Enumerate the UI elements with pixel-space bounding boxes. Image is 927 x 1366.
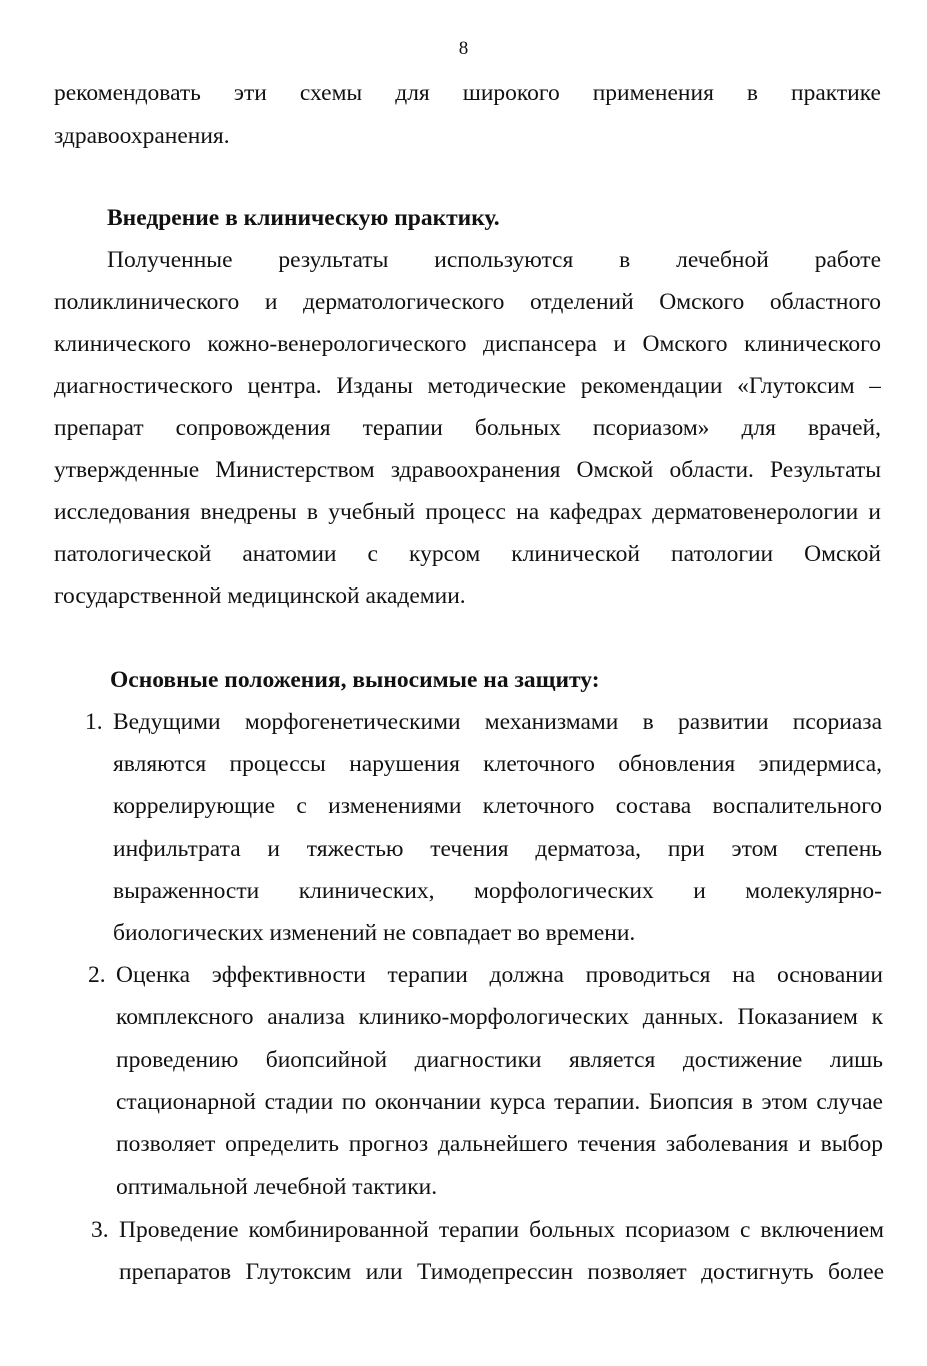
- list-item-line: Ведущими морфогенетическими механизмами в развитии псориаза: [113, 709, 882, 735]
- list-item-line: стационарной стадии по окончании курса терапии. Биопсия в этом случае: [116, 1089, 883, 1115]
- text-line: патологической анатомии с курсом клинической патологии Омской: [54, 541, 881, 567]
- text-line: исследования внедрены в учебный процесс на кафедрах дерматовенерологии и: [54, 499, 881, 525]
- text-line: рекомендовать эти схемы для широкого применения в практике: [54, 80, 881, 106]
- list-item-line: коррелирующие с изменениями клеточного состава воспалительного: [113, 793, 882, 819]
- list-item-line: комплексного анализа клинико-морфологических данных. Показанием к: [116, 1004, 883, 1030]
- page-number: 8: [458, 38, 469, 59]
- text-line: клинического кожно-венерологического диспансера и Омского клинического: [54, 331, 881, 357]
- list-item-line: позволяет определить прогноз дальнейшего течения заболевания и выбор: [116, 1131, 883, 1157]
- list-item-line: выраженности клинических, морфологических и молекулярно-: [113, 878, 882, 904]
- list-item-line: Оценка эффективности терапии должна проводиться на основании: [116, 962, 883, 988]
- text-line: Полученные результаты используются в лечебной работе: [107, 247, 881, 273]
- list-item-line: препаратов Глутоксим или Тимодепрессин позволяет достигнуть более: [119, 1259, 884, 1285]
- text-line: препарат сопровождения терапии больных псориазом» для врачей,: [54, 415, 881, 441]
- section-heading-implementation: Внедрение в клиническую практику.: [107, 205, 500, 231]
- list-item-number: 1.: [85, 709, 103, 735]
- text-line: диагностического центра. Изданы методические рекомендации «Глутоксим –: [54, 373, 881, 399]
- text-line: государственной медицинской академии.: [54, 583, 466, 609]
- list-item-line: инфильтрата и тяжестью течения дерматоза, при этом степень: [113, 836, 882, 862]
- list-item-line: проведению биопсийной диагностики является достижение лишь: [116, 1047, 883, 1073]
- text-line: поликлинического и дерматологического отделений Омского областного: [54, 289, 881, 315]
- text-line: здравоохранения.: [54, 123, 230, 149]
- section-heading-theses: Основные положения, выносимые на защиту:: [110, 667, 600, 693]
- list-item-line: являются процессы нарушения клеточного обновления эпидермиса,: [113, 751, 882, 777]
- list-item-number: 3.: [91, 1217, 109, 1243]
- text-line: утвержденные Министерством здравоохранения Омской области. Результаты: [54, 457, 881, 483]
- list-item-line: Проведение комбинированной терапии больных псориазом с включением: [119, 1217, 884, 1243]
- list-item-line: биологических изменений не совпадает во времени.: [113, 920, 636, 946]
- list-item-line: оптимальной лечебной тактики.: [116, 1174, 438, 1200]
- list-item-number: 2.: [88, 962, 106, 988]
